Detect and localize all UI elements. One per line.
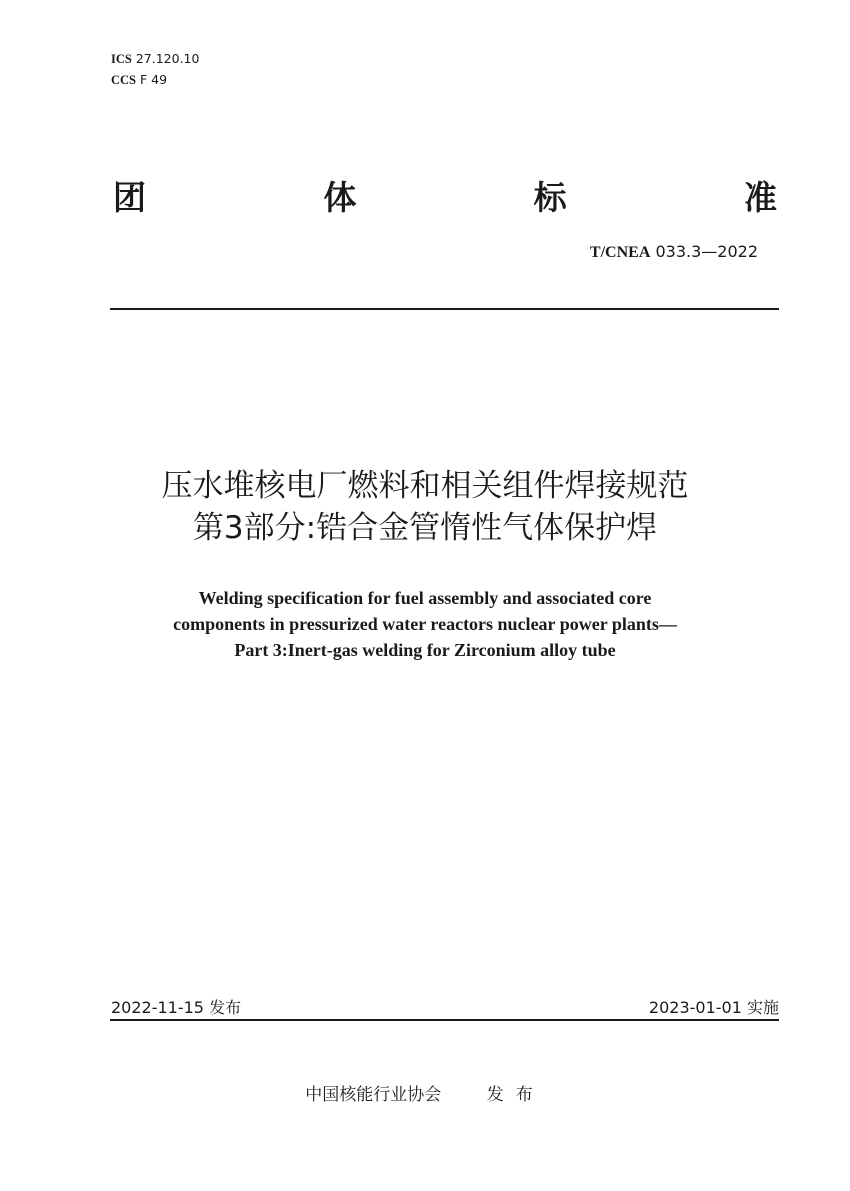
ccs-label: CCS (111, 73, 137, 87)
ics-value: 27.120.10 (135, 51, 200, 66)
date-row (111, 995, 779, 1017)
standard-kind-heading (113, 172, 777, 218)
title-en-line1: Welding specification for fuel assembly and associated core (198, 588, 652, 608)
issue-date: 2022-11-15 发布 (111, 998, 242, 1017)
title-zh-line2: 第3部分:锆合金管惰性气体保护焊 (192, 510, 658, 546)
standard-number-prefix: T/CNEA (589, 244, 651, 261)
ics-label: ICS (111, 52, 132, 66)
ics-code (111, 51, 199, 67)
standard-kind-char: 标 (533, 177, 567, 217)
bottom-divider (110, 1019, 779, 1021)
title-en-line2: components in pressurized water reactors nuclear power plants— (173, 614, 677, 634)
ccs-value: F 49 (140, 72, 168, 87)
title-en-line3: Part 3:Inert-gas welding for Zirconium alloy tube (234, 640, 616, 660)
standard-number (590, 242, 758, 262)
standard-kind-char: 团 (113, 177, 146, 217)
publisher-name: 中国核能行业协会 (305, 1085, 442, 1105)
ccs-code (111, 72, 167, 88)
standard-kind-char: 准 (743, 177, 777, 217)
implementation-date: 2023-01-01 实施 (648, 998, 779, 1017)
top-divider (110, 308, 779, 310)
standard-number-value: 033.3—2022 (655, 242, 758, 261)
publish-action: 发布 (486, 1085, 545, 1105)
title-zh-line1: 压水堆核电厂燃料和相关组件焊接规范 (161, 468, 689, 504)
publisher-line (0, 1080, 850, 1105)
standard-kind-char: 体 (323, 177, 357, 217)
